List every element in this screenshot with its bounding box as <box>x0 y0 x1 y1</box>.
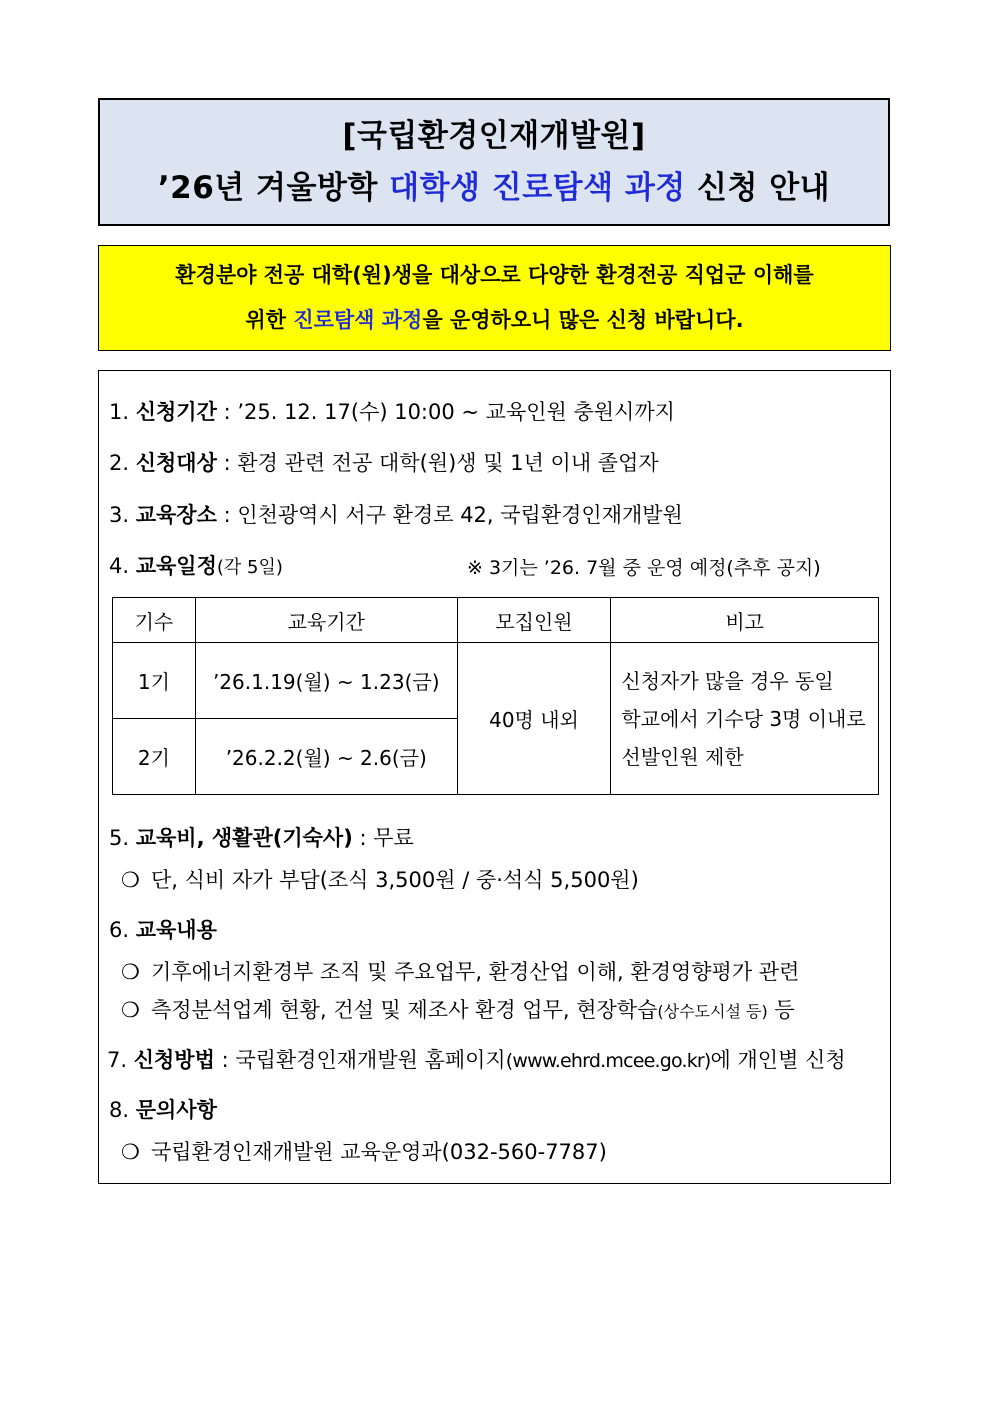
item-period <box>109 397 675 427</box>
header-period: 교육기간 <box>195 598 457 643</box>
remark-line: 학교에서 기수당 3명 이내로 <box>621 706 866 731</box>
page-title-org: [국립환경인재개발원] <box>342 118 646 154</box>
notice-suffix: 을 운영하오니 많은 신청 바랍니다. <box>422 308 744 332</box>
remark-line: 신청자가 많을 경우 동일 <box>621 668 834 693</box>
homepage-url: (www.ehrd.mcee.go.kr) <box>505 1050 711 1072</box>
item-inquiry <box>109 1095 217 1125</box>
item-label: 신청대상 <box>135 451 217 475</box>
item-value: : 환경 관련 전공 대학(원)생 및 1년 이내 졸업자 <box>216 451 659 475</box>
notice-prefix: 위한 <box>245 308 294 332</box>
item-number: 8. <box>109 1098 130 1122</box>
cell-term: 2기 <box>113 719 196 795</box>
item-cost <box>109 823 414 853</box>
page-title-prefix: ’26년 겨울방학 <box>157 170 390 206</box>
item-label: 문의사항 <box>135 1098 217 1122</box>
header-capacity: 모집인원 <box>457 598 611 643</box>
notice-line-1: 환경분야 전공 대학(원)생을 대상으로 다양한 환경전공 직업군 이해를 <box>175 263 814 287</box>
page-title-highlight: 대학생 진로탐색 과정 <box>389 170 686 206</box>
item-number: 7. <box>107 1048 128 1072</box>
table-header-row <box>113 598 879 643</box>
sub-item-text: 단, 식비 자가 부담(조식 3,500원 / 중·석식 5,500원) <box>151 868 639 892</box>
item-target <box>109 448 659 478</box>
item-schedule <box>109 551 283 583</box>
circle-bullet-icon: ❍ <box>121 868 140 892</box>
notice-box <box>98 245 891 351</box>
cell-capacity: 40명 내외 <box>457 643 611 795</box>
sub-item-text: 기후에너지환경부 조직 및 주요업무, 환경산업 이해, 환경영향평가 관련 <box>151 960 800 984</box>
item-label: 교육비, 생활관(기숙사) <box>135 826 353 850</box>
item-number: 4. <box>109 554 130 578</box>
header-term: 기수 <box>113 598 196 643</box>
item-value: : ’25. 12. 17(수) 10:00 ~ 교육인원 충원시까지 <box>216 400 675 424</box>
item-number: 2. <box>109 451 130 475</box>
item-content <box>109 915 217 945</box>
notice-highlight: 진로탐색 과정 <box>293 308 423 332</box>
circle-bullet-icon: ❍ <box>121 960 140 984</box>
page-title <box>158 162 830 214</box>
sub-item-small-text: (상수도시설 등) <box>657 1002 768 1021</box>
item-number: 1. <box>109 400 130 424</box>
circle-bullet-icon: ❍ <box>121 998 140 1022</box>
content-sub-item-2 <box>121 995 795 1027</box>
item-label: 신청기간 <box>135 400 217 424</box>
sub-item-text: 국립환경인재개발원 교육운영과(032-560-7787) <box>151 1140 607 1164</box>
content-box <box>98 370 891 1184</box>
schedule-note: ※ 3기는 ’26. 7월 중 운영 예정(추후 공지) <box>467 557 821 579</box>
item-label: 교육장소 <box>135 503 217 527</box>
item-number: 6. <box>109 918 130 942</box>
header-remark: 비고 <box>611 598 879 643</box>
cost-sub-item <box>121 865 639 895</box>
item-number: 5. <box>109 826 130 850</box>
item-label: 교육내용 <box>135 918 217 942</box>
item-value: : 국립환경인재개발원 홈페이지 <box>214 1048 506 1072</box>
remark-line: 선발인원 제한 <box>621 744 744 769</box>
table-row <box>113 643 879 719</box>
circle-bullet-icon: ❍ <box>121 1140 140 1164</box>
schedule-table <box>112 597 879 795</box>
inquiry-sub-item <box>121 1137 607 1167</box>
item-value: : 무료 <box>352 826 414 850</box>
title-box <box>98 98 890 226</box>
notice-line-2 <box>245 298 743 343</box>
sub-item-end: 등 <box>767 998 795 1022</box>
cell-remark <box>611 643 879 795</box>
item-suffix: (각 5일) <box>216 557 283 578</box>
page-title-suffix: 신청 안내 <box>685 170 831 206</box>
item-value: : 인천광역시 서구 환경로 42, 국립환경인재개발원 <box>216 503 683 527</box>
item-place <box>109 500 683 530</box>
sub-item-text: 측정분석업계 현황, 건설 및 제조사 환경 업무, 현장학습 <box>151 998 658 1022</box>
content-sub-item-1 <box>121 957 799 987</box>
item-method <box>107 1045 846 1076</box>
cell-period: ’26.1.19(월) ~ 1.23(금) <box>195 643 457 719</box>
item-value-suffix: 에 개인별 신청 <box>710 1048 846 1072</box>
item-number: 3. <box>109 503 130 527</box>
cell-period: ’26.2.2(월) ~ 2.6(금) <box>195 719 457 795</box>
item-label: 신청방법 <box>133 1048 215 1072</box>
cell-term: 1기 <box>113 643 196 719</box>
item-label: 교육일정 <box>135 554 217 578</box>
